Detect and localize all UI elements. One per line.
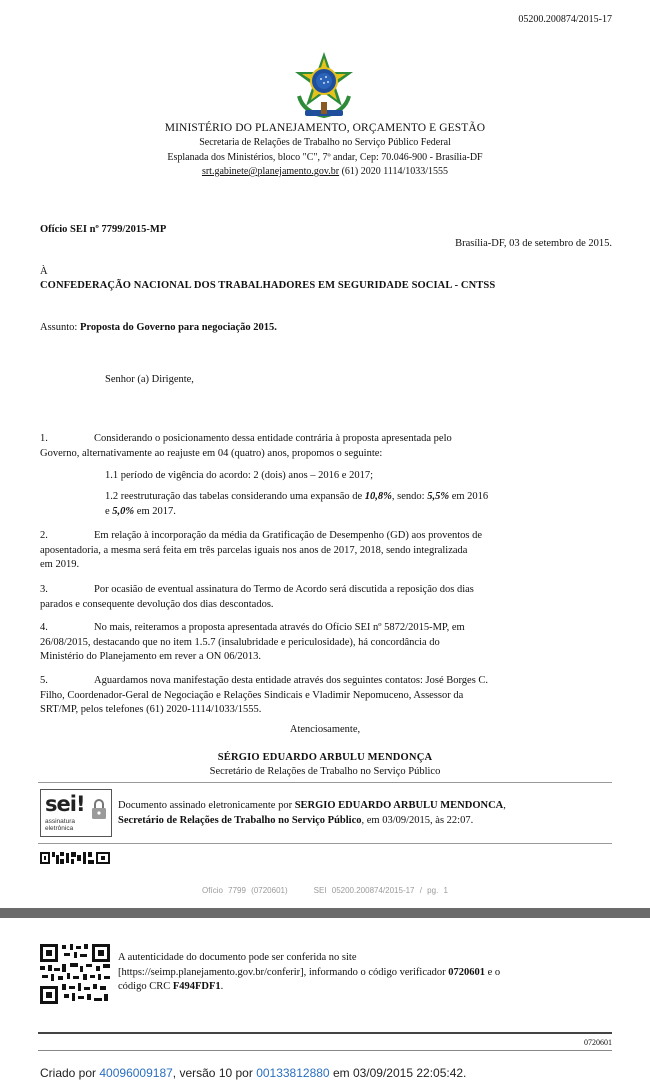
- paragraph-text: Aguardamos nova manifestação desta entidade através dos seguintes contatos: José Borges C.: [94, 675, 489, 686]
- paragraph-text: Considerando o posicionamento dessa entidade contrária à proposta apresentada pelo: [94, 433, 452, 444]
- paragraph-text: No mais, reiteramos a proposta apresentada através do Ofício SEI nº 5872/2015-MP, em: [94, 622, 465, 633]
- verifier-code: 0720601: [448, 966, 486, 978]
- barcode-icon: [40, 852, 110, 864]
- contact-line: [0, 166, 650, 177]
- signer-role: Secretário de Relações de Trabalho no Serviço Público: [209, 766, 441, 777]
- paragraph-text: Ministério do Planejamento em rever a ON 06/2013.: [40, 651, 262, 662]
- item-1-1: 1.1 período de vigência do acordo: 2 (dois) anos – 2016 e 2017;: [105, 470, 373, 481]
- paragraph-3: [40, 583, 612, 612]
- signer-name: SÉRGIO EDUARDO ARBULU MENDONÇA: [217, 752, 433, 763]
- page-footer: [0, 886, 650, 895]
- secretariat-name: Secretaria de Relações de Trabalho no Serviço Público Federal: [199, 137, 451, 148]
- lock-icon: [91, 798, 107, 820]
- paragraph-text: SRT/MP, pelos telefones (61) 2020-1114/1033/1555.: [40, 704, 262, 715]
- paragraph-number: 2.: [40, 530, 48, 541]
- subject-text: Proposta do Governo para negociação 2015.: [79, 322, 277, 333]
- crc-code: F494FDF1: [172, 981, 221, 992]
- paragraph-text: Filho, Coordenador-Geral de Negociação e Relações Sindicais e Vladimir Nepomuceno, Assessor da: [40, 689, 464, 701]
- sei-logo-subtitle: assinatura eletrônica: [45, 818, 75, 832]
- footer-process-ref: SEI 05200.200874/2015-17 / pg. 1: [313, 886, 448, 895]
- item-1-2: 1.2 reestruturação das tabelas considerando uma expansão de 10,8%, sendo: 5,5% em 2016 e 5,0% em 2017.: [105, 491, 489, 517]
- sei-signature-logo: [40, 789, 112, 837]
- signature-name: SERGIO EDUARDO ARBULU MENDONCA: [294, 800, 504, 811]
- footer-doc-ref: Ofício 7799 (0720601): [202, 886, 288, 895]
- paragraph-2: [40, 529, 612, 573]
- signature-role: Secretário de Relações de Trabalho no Serviço Público: [118, 814, 362, 826]
- paragraph-number: 5.: [40, 675, 48, 686]
- divider-line: [38, 782, 612, 783]
- signature-text: Documento assinado eletronicamente por SERGIO EDUARDO ARBULU MENDONCA, Secretário de Relações de Trabalho no Serviço Público, em 03/09/2015, às 22:07.: [118, 800, 506, 826]
- email-link[interactable]: srt.gabinete@planejamento.gov.br: [201, 166, 340, 177]
- phone-numbers: (61) 2020 1114/1033/1555: [339, 166, 449, 177]
- divider-line: [38, 1050, 612, 1051]
- recipient-prefix: À: [40, 266, 48, 277]
- ministry-name: MINISTÉRIO DO PLANEJAMENTO, ORÇAMENTO E GESTÃO: [164, 122, 486, 134]
- coat-of-arms-icon: [291, 50, 357, 122]
- created-by-line: Criado por 40096009187, versão 10 por 00133812880 em 03/09/2015 22:05:42.: [40, 1066, 467, 1080]
- paragraph-5: [40, 674, 612, 718]
- paragraph-number: 3.: [40, 584, 48, 595]
- subject-line: [40, 322, 277, 333]
- paragraph-text: Por ocasião de eventual assinatura do Termo de Acordo será discutida a reposição dos dias: [94, 584, 474, 595]
- divider-line: [38, 843, 612, 844]
- editor-user-link[interactable]: 00133812880: [256, 1066, 330, 1080]
- paragraph-1: [40, 432, 612, 461]
- paragraph-4: [40, 621, 612, 665]
- paragraph-text: em 2019.: [40, 559, 80, 570]
- address-line: Esplanada dos Ministérios, bloco "C", 7º andar, Cep: 70.046-900 - Brasília-DF: [167, 152, 483, 163]
- subject-label: Assunto:: [40, 322, 80, 333]
- authenticity-text: A autenticidade do documento pode ser conferida no site [https://seimp.planejamento.gov.br/conferir], informando o código verificador 0720601 e o código CRC F494FDF1.: [118, 952, 501, 992]
- paragraph-number: 1.: [40, 433, 48, 444]
- salutation: Senhor (a) Dirigente,: [105, 374, 194, 385]
- process-number: 05200.200874/2015-17: [518, 14, 612, 25]
- document-code: 0720601: [584, 1038, 612, 1047]
- paragraph-number: 4.: [40, 622, 48, 633]
- paragraph-text: aposentadoria, a mesma será feita em três parcelas iguais nos anos de 2017, 2018, sendo integralizada: [40, 544, 468, 556]
- paragraph-text: Governo, alternativamente ao reajuste em 04 (quatro) anos, propomos o seguinte:: [40, 447, 383, 459]
- oficio-number: Ofício SEI nº 7799/2015-MP: [40, 224, 167, 235]
- creator-user-link[interactable]: 40096009187: [99, 1066, 173, 1080]
- page-separator: [0, 908, 650, 918]
- paragraph-text: parados e consequente devolução dos dias descontados.: [40, 598, 274, 610]
- recipient-name: CONFEDERAÇÃO NACIONAL DOS TRABALHADORES EM SEGURIDADE SOCIAL - CNTSS: [40, 280, 496, 291]
- date-line: Brasília-DF, 03 de setembro de 2015.: [455, 238, 612, 249]
- paragraph-text: 26/08/2015, destacando que no item 1.5.7 (insalubridade e periculosidade), há concordância do: [40, 636, 440, 648]
- divider-line: [38, 1032, 612, 1034]
- qr-code-icon: [40, 944, 110, 1004]
- sei-logo-text: sei!: [45, 792, 85, 816]
- closing: Atenciosamente,: [289, 724, 361, 735]
- paragraph-text: Em relação à incorporação da média da Gratificação de Desempenho (GD) aos proventos de: [94, 530, 483, 541]
